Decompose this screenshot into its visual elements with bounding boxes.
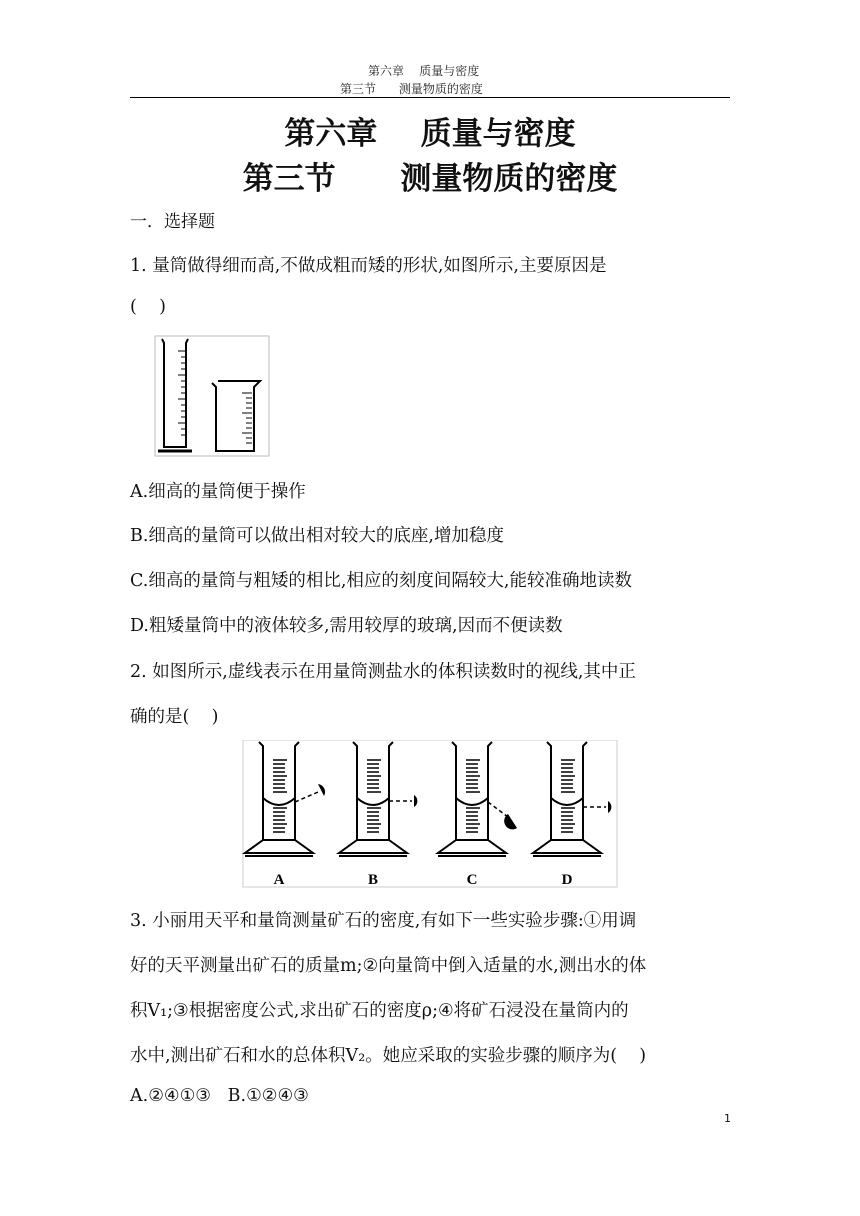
- q2-label-b: B: [367, 872, 379, 888]
- q2-reading-figure: [242, 740, 618, 888]
- header-rule: [130, 97, 730, 98]
- q1-option-d: D.粗矮量筒中的液体较多,需用较厚的玻璃,因而不便读数: [130, 616, 563, 636]
- section-title: 第三节 测量物质的密度: [242, 161, 618, 197]
- q3-stem-line2: 好的天平测量出矿石的质量m;②向量筒中倒入适量的水,测出水的体: [130, 956, 647, 976]
- q2-label-a: A: [273, 872, 285, 888]
- q3-stem-line1: 3. 小丽用天平和量筒测量矿石的密度,有如下一些实验步骤:①用调: [130, 911, 637, 931]
- section-heading: 一．选择题: [130, 212, 215, 232]
- page-number: 1: [724, 1112, 731, 1125]
- q2-stem-line2: 确的是( ): [130, 707, 219, 727]
- q1-stem-line2: ( ): [130, 297, 166, 317]
- q1-option-c: C.细高的量筒与粗矮的相比,相应的刻度间隔较大,能较准确地读数: [130, 571, 632, 591]
- q3-stem-line3: 积V₁;③根据密度公式,求出矿石的密度ρ;④将矿石浸没在量筒内的: [130, 1001, 629, 1021]
- q3-stem-line4: 水中,测出矿石和水的总体积V₂。她应采取的实验步骤的顺序为( ): [130, 1046, 647, 1066]
- q1-stem-line1: 1. 量筒做得细而高,不做成粗而矮的形状,如图所示,主要原因是: [130, 256, 607, 276]
- q1-option-a: A.细高的量筒便于操作: [130, 482, 306, 502]
- chapter-title: 第六章 质量与密度: [284, 116, 576, 152]
- q3-options: A.②④①③ B.①②④③: [130, 1086, 309, 1106]
- q2-label-d: D: [561, 872, 573, 888]
- header-section: 第三节 测量物质的密度: [340, 82, 483, 96]
- q1-cylinder-figure: [152, 335, 272, 457]
- q2-label-c: C: [466, 872, 478, 888]
- q2-stem-line1: 2. 如图所示,虚线表示在用量筒测盐水的体积读数时的视线,其中正: [130, 662, 636, 682]
- header-chapter: 第六章 质量与密度: [368, 64, 480, 78]
- q1-option-b: B.细高的量筒可以做出相对较大的底座,增加稳度: [130, 526, 504, 546]
